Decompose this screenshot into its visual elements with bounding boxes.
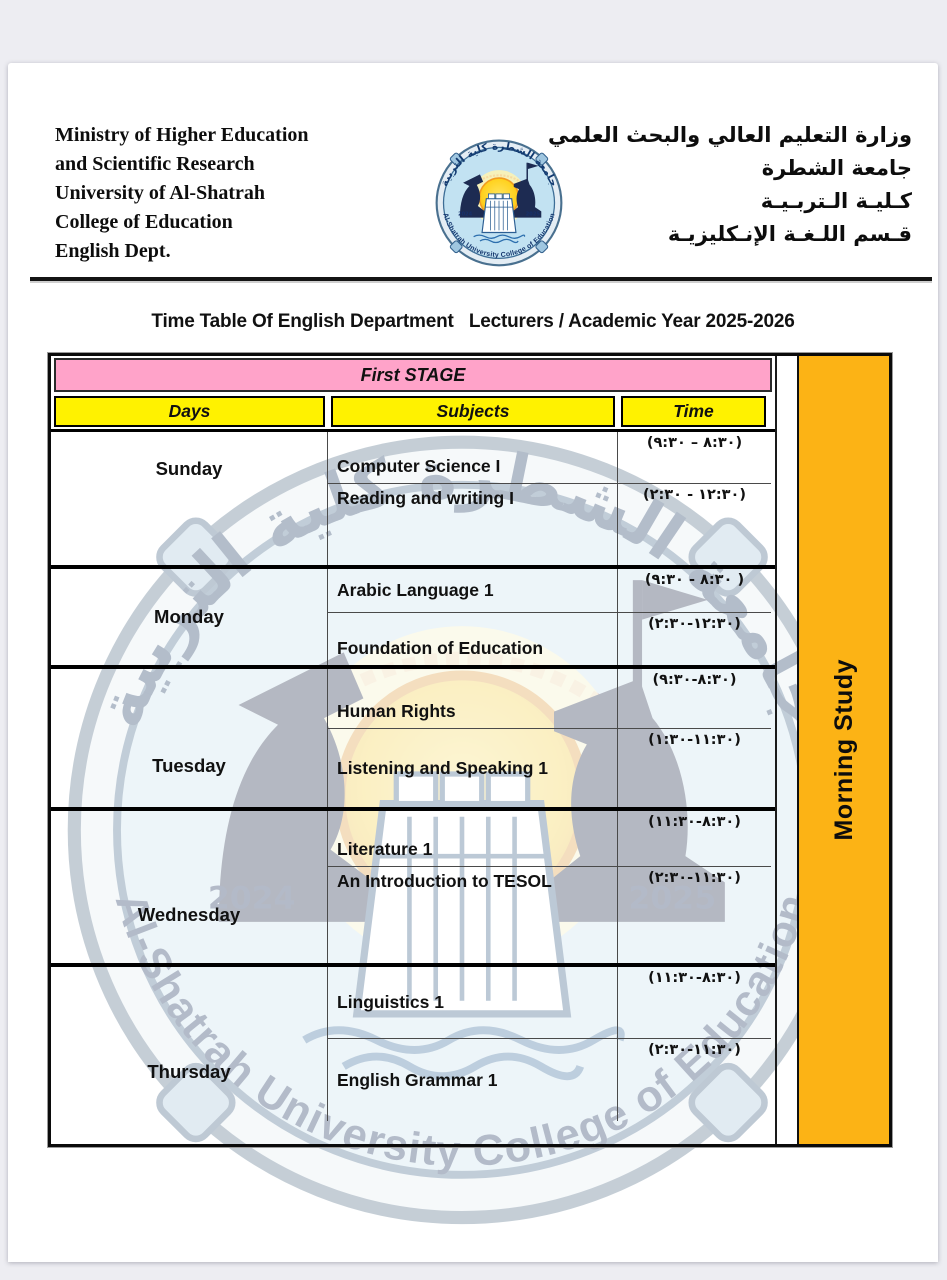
column-header-row <box>51 394 775 432</box>
subject-cell: An Introduction to TESOL <box>328 867 618 963</box>
letterhead-line: Ministry of Higher Education <box>55 124 309 146</box>
subject-cell: Arabic Language 1 <box>328 569 618 613</box>
subject-cell: Listening and Speaking 1 <box>328 729 618 807</box>
letterhead-line: University of Al-Shatrah <box>55 182 265 204</box>
day-cell: Sunday <box>51 432 328 565</box>
subject-cell: Foundation of Education <box>328 613 618 665</box>
subject-cell: Computer Science I <box>328 432 618 484</box>
table-row-sunday <box>51 432 775 565</box>
table-row-wednesday <box>51 807 775 963</box>
day-cell: Tuesday <box>51 669 328 807</box>
column-header-time: Time <box>621 396 766 427</box>
letterhead-line-ar: قـسم اللـغـة الإنـكليزيـة <box>667 222 912 246</box>
letterhead-arabic <box>548 119 912 251</box>
subject-cell: Reading and writing I <box>328 484 618 565</box>
page-title: Time Table Of English Department Lecturers / Academic Year 2025-2026 <box>151 311 795 332</box>
timetable <box>48 353 892 1147</box>
letterhead-line: and Scientific Research <box>55 153 255 175</box>
time-cell: (١١:٣٠-٢:٣٠) <box>648 870 741 886</box>
day-cell: Monday <box>51 569 328 665</box>
column-header-subjects: Subjects <box>331 396 615 427</box>
time-cell: (٨:٣٠-٩:٣٠) <box>618 669 771 729</box>
subject-cell: Human Rights <box>328 669 618 729</box>
letterhead-line: English Dept. <box>55 240 171 262</box>
time-cell: (١١:٣٠-١:٣٠) <box>648 732 741 748</box>
morning-study-band <box>797 356 889 1144</box>
table-row-thursday <box>51 963 775 1121</box>
letterhead-line-ar: وزارة التعليم العالي والبحث العلمي <box>547 123 912 147</box>
day-cell: Wednesday <box>51 811 328 963</box>
day-cell: Thursday <box>51 967 328 1121</box>
time-cell: (٨:٣٠-١١:٣٠) <box>618 967 771 1039</box>
table-row-tuesday <box>51 665 775 807</box>
time-cell: (١٢:٣٠ - ٢:٣٠) <box>643 487 746 503</box>
time-cell: (٨:٣٠-١١:٣٠) <box>618 811 771 867</box>
time-cell: (٨:٣٠ – ٩:٣٠) <box>618 432 771 484</box>
letterhead-line: College of Education <box>55 211 233 233</box>
header-divider <box>30 277 932 281</box>
table-gap-column <box>777 356 797 1144</box>
subject-cell: Linguistics 1 <box>328 967 618 1039</box>
column-header-days: Days <box>54 396 325 427</box>
time-cell: (٨:٣٠ - ٩:٣٠ ) <box>618 569 771 613</box>
document-page <box>8 63 938 1262</box>
subject-cell: Literature 1 <box>328 811 618 867</box>
morning-study-label: Morning Study <box>829 659 858 841</box>
timetable-main <box>51 356 777 1144</box>
letterhead-line-ar: كـليـة الـتربـيـة <box>760 189 912 213</box>
time-cell: (١١:٣٠-٢:٣٠) <box>648 1042 741 1058</box>
subject-cell: English Grammar 1 <box>328 1039 618 1121</box>
stage-header: First STAGE <box>54 358 772 392</box>
table-row-monday <box>51 565 775 665</box>
letterhead-english <box>55 121 309 266</box>
time-cell: (١٢:٣٠-٢:٣٠) <box>648 616 741 632</box>
letterhead-line-ar: جامعة الشطرة <box>761 156 912 180</box>
